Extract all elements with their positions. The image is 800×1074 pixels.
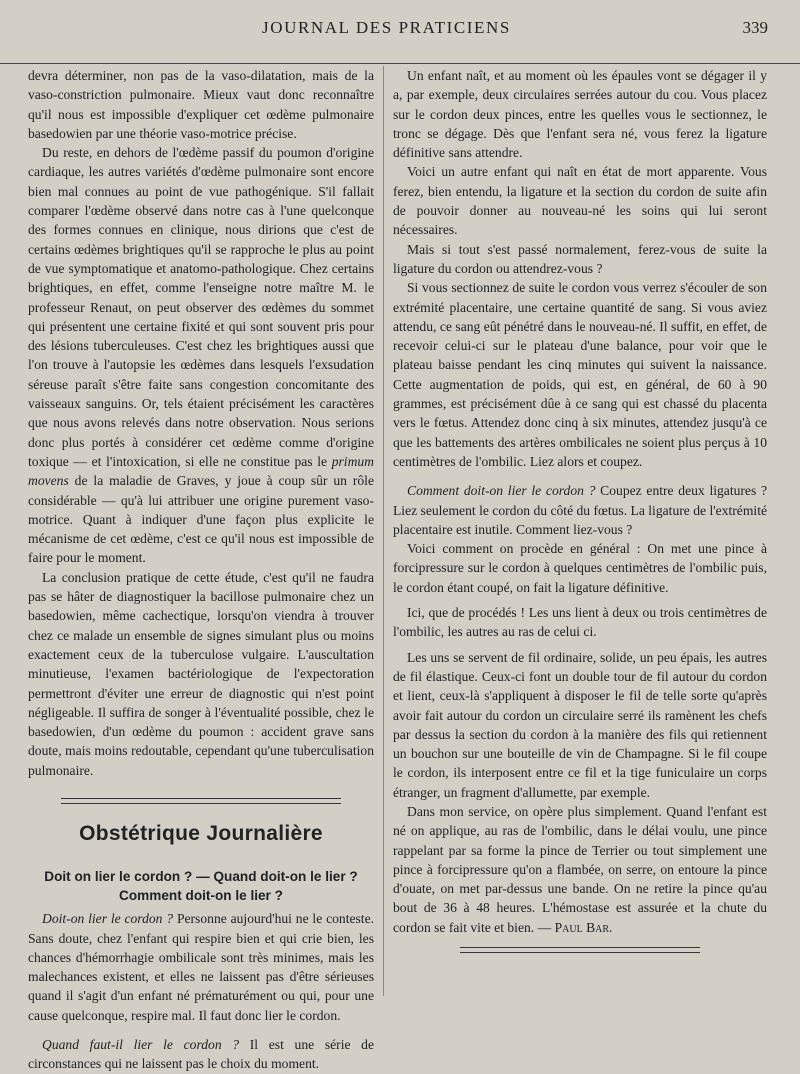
article-title-line: Doit on lier le cordon ? — Quand doit-on le lier ? bbox=[44, 869, 358, 885]
paragraph-text: Du reste, en dehors de l'œdème passif du poumon d'origine cardiaque, les autres variétés d'œdème pulmonaire sont encore bien mal connues au point de vue pathogénique. S'il fallait comparer l'œdème observé dans notre cas à l'une quelconque des formes connues en clinique, nous dirions que c'est de certains œdèmes brightiques qu'il se rapproche le plus au point de vue symptomatique et anatomo-pathologique. Chez certains brightiques, en effet, comme l'enseigne notre maître M. le professeur Renaut, on peut observer des œdèmes du sommet qui présentent une certaine fixité et qui sont souvent pris pour des lésions tuberculeuses. C'est chez les brightiques aussi que l'on trouve à l'autopsie les œdèmes dans lesquels l'exsudation séreuse paraît s'être faite sans congestion concomitante des vaisseaux sanguins. Or, tels étaient précisément les caractères que nous avons relevés dans notre observation. Nous serions donc plus portés à considérer cet œdème comme d'origine toxique — et l'intoxication, si elle ne constitue pas le bbox=[28, 145, 374, 469]
paragraph: devra déterminer, non pas de la vaso-dilatation, mais de la vaso-constriction pulmonaire. Mieux vaut donc reconnaître qu'il nous est impossible d'expliquer cet œdème pulmonaire basedowien par une théorie vaso-motrice précise. bbox=[28, 68, 374, 141]
section-rule bbox=[61, 798, 341, 804]
paragraph: Ici, que de procédés ! Les uns lient à deux ou trois centimètres de l'ombilic, les autres au ras de celui ci. bbox=[393, 605, 767, 640]
left-column bbox=[28, 66, 374, 1074]
paragraph bbox=[393, 481, 767, 539]
article-title bbox=[28, 867, 374, 905]
page-header bbox=[0, 18, 800, 46]
paragraph-text: Coupez entre deux ligatures ? Liez seulement le cordon du côté du fœtus. La ligature de l'extrémité placentaire est inutile. Comment liez-vous ? bbox=[393, 483, 767, 537]
paragraph-text: Il est une série de circonstances qui ne laissent pas le choix du moment. bbox=[28, 1037, 375, 1072]
italic-question: Quand faut-il lier le cordon ? bbox=[42, 1037, 240, 1053]
paragraph: Mais si tout s'est passé normalement, ferez-vous de suite la ligature du cordon ou attendrez-vous ? bbox=[393, 241, 767, 276]
paragraph: La conclusion pratique de cette étude, c'est qu'il ne faudra pas se hâter de diagnostiquer la bacillose pulmonaire chez un basedowien, même cachectique, lorsqu'on viendra à trouver chez ce malade un ensemble de signes simulant plus ou moins exactement ceux de la tuberculose vulgaire. L'auscultation minutieuse, l'examen bactériologique de l'expectoration permettront d'éviter une erreur de diagnostic qui n'est point négligeable. Il suffira de songer à l'éventualité possible, chez le basedowien, d'un œdème du poumon : accident grave sans doute, mais moins redoutable, cependant qu'une tuberculisation pulmonaire. bbox=[28, 569, 374, 778]
paragraph-text: de la maladie de Graves, y joue à coup sûr un rôle considérable — qu'à lui attribuer une origine purement vaso-motrice. Quant à indiquer d'une façon plus explicite le mécanisme de cet œdème, c'est ce qu'il nous est impossible de faire pour le moment. bbox=[28, 473, 374, 566]
paragraph: Voici un autre enfant qui naît en état de mort apparente. Vous ferez, bien entendu, la ligature et la section du cordon de suite afin de pouvoir donner au nouveau-né les soins qui lui seront nécessaires. bbox=[393, 164, 767, 238]
paragraph bbox=[28, 1035, 374, 1074]
end-rule bbox=[460, 947, 700, 953]
italic-question: Comment doit-on lier le cordon ? bbox=[407, 483, 596, 499]
italic-phrase: primum movens bbox=[28, 453, 374, 489]
paragraph bbox=[28, 143, 374, 568]
section-heading: Obstétrique Journalière bbox=[79, 821, 323, 845]
paragraph: Un enfant naît, et au moment où les épaules vont se dégager il y a, par exemple, deux circulaires serrées autour du cou. Vous placez sur le cordon deux pinces, entre les quelles vous le sectionnez, le tronc se dégage. Dès que l'enfant sera né, vous ferez la ligature définitive sans attendre. bbox=[393, 68, 767, 161]
paragraph-text: Dans mon service, on opère plus simplement. Quand l'enfant est né on applique, au ras de l'ombilic, dans le délai voulu, une pince rappelant par sa forme la pince de Terrier ou tout simplement une pince à forcipressure qu'on a flambée, on serre, on entoure la pince d'ouate, on met par-dessus une bande. On ne retire la pince qu'au bout de 36 à 48 heures. L'hémostase est assurée et la chute du cordon se fait vite et bien. — bbox=[393, 803, 767, 935]
article-title-line: Comment doit-on le lier ? bbox=[119, 888, 283, 904]
header-rule bbox=[0, 63, 800, 64]
paragraph-text: Personne aujourd'hui ne le conteste. Sans doute, chez l'enfant qui respire bien et qui crie bien, les chances d'hémorrhagie ombilicale sont très minimes, mais les malechances existent, et elles ne laissent pas d'être sérieuses quand il s'agit d'un enfant né prématurément ou qui, pour une cause quelconque, respire mal. Il faut donc lier le cordon. bbox=[28, 911, 375, 1023]
paragraph: Voici comment on procède en général : On met une pince à forcipressure sur le cordon à quelques centimètres de l'ombilic puis, le cordon étant coupé, on fait la ligature définitive. bbox=[393, 541, 767, 595]
column-divider bbox=[383, 66, 384, 996]
author-signature: Paul Bar. bbox=[554, 919, 613, 935]
page-number: 339 bbox=[742, 18, 768, 37]
paragraph bbox=[28, 909, 374, 1025]
paragraph: Si vous sectionnez de suite le cordon vous verrez s'écouler de son extrémité placentaire, une certaine quantité de sang. Si vous aviez attendu, ce sang eût pénétré dans le nouveau-né. Il suffit, en effet, de recevoir celui-ci sur le plateau d'une balance, pour voir que le plateau baisse pendant les cinq minutes qui suivent la naissance. Cette augmentation de poids, qui est, en général, de 60 à 90 grammes, est précisément dûe à ce sang qui est chassé du placenta vers le fœtus. Attendez donc cinq à six minutes, attendez jusqu'à ce que les battements des artères ombilicales ne soient plus perçus à 10 centimètres de l'ombilic. Liez alors et coupez. bbox=[393, 280, 767, 469]
paragraph bbox=[393, 802, 767, 937]
italic-question: Doit-on lier le cordon ? bbox=[42, 911, 174, 927]
paragraph: Les uns se servent de fil ordinaire, solide, un peu épais, les autres de fil élastique. Ceux-ci font un double tour de fil autour du cordon et lient, ceux-là s'appliquent à disposer le fil de telle sorte qu'après avoir fait autour du cordon un circulaire serré ils ramènent les chefs par dessus la section du cordon à la manière des fils qui retiennent un bouchon sur une bouteille de vin de Champagne. Si le fil coupe le cordon, ils interposent entre ce fil et la tige funiculaire un corps étranger, un fragment d'allumette, par exemple. bbox=[393, 649, 767, 800]
right-column bbox=[393, 66, 767, 953]
running-title: JOURNAL DES PRATICIENS bbox=[262, 18, 511, 37]
